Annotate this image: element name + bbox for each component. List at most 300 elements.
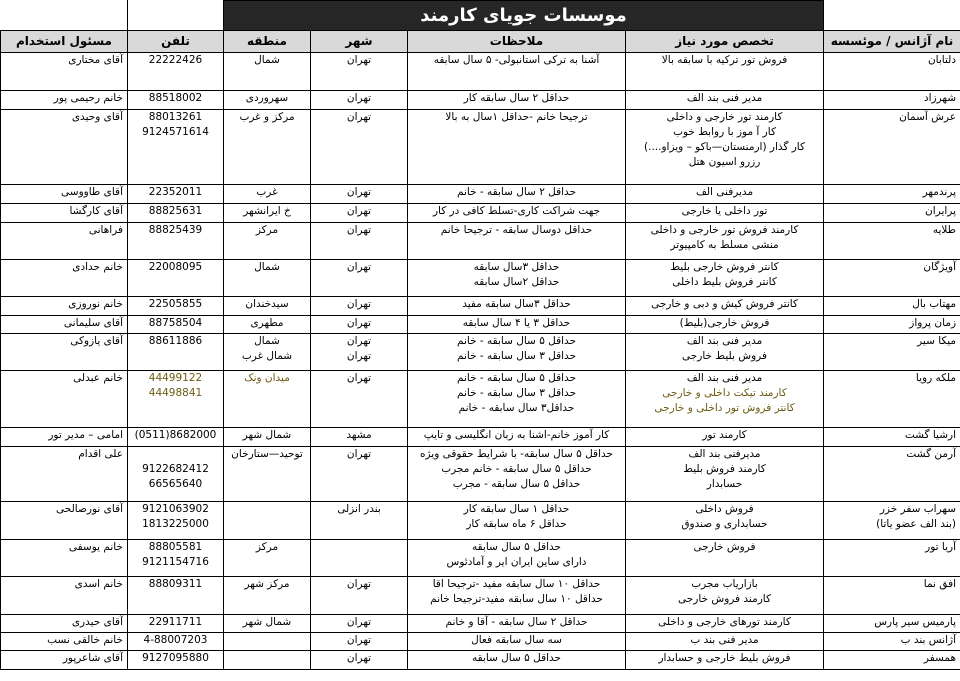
table-row: [1, 615, 960, 633]
city-cell-line: تهران: [346, 261, 372, 273]
specialty-cell: [626, 204, 824, 223]
city-cell: [311, 91, 408, 110]
specialty-cell-line: کار گذار (ارمنستان—باکو – ویزاو....): [644, 141, 805, 153]
table-row: [1, 633, 960, 651]
notes-cell-line: ترجیحا خانم -حداقل ۱سال به بالا: [445, 111, 588, 123]
agency-cell-line: افق نما: [923, 578, 957, 590]
person-cell: [1, 371, 128, 428]
specialty-cell: [626, 53, 824, 91]
city-cell: [311, 371, 408, 428]
title-blank-cell: [824, 1, 960, 31]
notes-cell: [408, 428, 626, 447]
person-cell-line: خانم رحیمی پور: [53, 92, 123, 104]
agency-cell-line: (بند الف عضو ياتا): [876, 518, 957, 530]
notes-cell: [408, 615, 626, 633]
person-cell-line: آقای وحیدی: [71, 111, 123, 123]
title-blank-cell: [1, 1, 128, 31]
region-cell: [224, 447, 311, 502]
person-cell-line: آقای شاعرپور: [62, 652, 123, 664]
agency-cell: [824, 371, 960, 428]
notes-cell-line: حداقل ۵ سال سابقه - خانم مجرب: [441, 463, 592, 475]
region-cell-line: [228, 633, 306, 648]
city-cell: [311, 428, 408, 447]
table-row: [1, 53, 960, 91]
agency-cell-line: پارمیس سیر پارس: [874, 616, 957, 628]
region-cell-line: سهروردی: [245, 92, 289, 104]
region-cell-line: توحید—ستارخان: [231, 448, 303, 460]
table-body: [1, 1, 960, 670]
notes-cell-line: حداقل ۲ سال سابقه - خانم: [456, 186, 577, 198]
person-cell: [1, 260, 128, 297]
specialty-cell-line: مدیر فنی بند ب: [690, 634, 759, 646]
phone-cell: [128, 651, 224, 670]
phone-cell: [128, 447, 224, 502]
phone-cell-line: 66565640: [148, 478, 203, 490]
agency-cell: [824, 502, 960, 540]
region-cell: [224, 185, 311, 204]
person-cell-line: علی اقدام: [78, 448, 123, 460]
city-cell-line: تهران: [346, 335, 372, 347]
notes-cell: [408, 316, 626, 334]
header-row: [1, 31, 960, 53]
person-cell: [1, 447, 128, 502]
specialty-cell: [626, 633, 824, 651]
region-cell-line: مطهری: [250, 317, 284, 329]
table-row: [1, 297, 960, 316]
city-cell: [311, 540, 408, 577]
agency-cell: [824, 615, 960, 633]
specialty-cell-line: کارمند فروش بلیط: [683, 463, 766, 475]
specialty-cell: [626, 223, 824, 260]
phone-cell-line: 88805581: [148, 541, 203, 553]
city-cell-line: بندر انزلی: [337, 503, 381, 515]
region-cell: [224, 260, 311, 297]
notes-cell-line: کار آموز خانم-اشنا به زبان انگلیسی و تایپ: [423, 429, 610, 441]
phone-cell-line: 88825439: [148, 224, 203, 236]
specialty-cell-line: حسابدار: [706, 478, 743, 490]
agency-cell: [824, 185, 960, 204]
agency-cell-line: پرایران: [925, 205, 957, 217]
phone-cell-line: 9121154716: [142, 556, 209, 568]
person-cell: [1, 651, 128, 670]
header-specialty: تخصص مورد نیاز: [626, 31, 824, 53]
person-cell-line: خانم حدادی: [72, 261, 123, 273]
phone-cell-line: 22008095: [148, 261, 203, 273]
person-cell: [1, 185, 128, 204]
person-cell: [1, 334, 128, 371]
notes-cell: [408, 334, 626, 371]
notes-cell-line: حداقل ۱۰ سال سابقه مفید-ترجیحا خانم: [430, 593, 603, 605]
notes-cell-line: حداقل ۶ ماه سابقه کار: [466, 518, 567, 530]
specialty-cell: [626, 316, 824, 334]
city-cell: [311, 633, 408, 651]
agency-cell-line: میکا سیر: [917, 335, 957, 347]
notes-cell: [408, 91, 626, 110]
notes-cell-line: حداقل ۳سال سابقه مفید: [462, 298, 571, 310]
notes-cell-line: حداقل ۳ یا ۴ سال سابقه: [462, 317, 571, 329]
agency-cell: [824, 53, 960, 91]
header-agency: نام آژانس / موئسسه: [824, 31, 960, 53]
notes-cell-line: حداقل ۲سال سابقه: [473, 276, 560, 288]
agency-cell: [824, 428, 960, 447]
city-cell: [311, 447, 408, 502]
agency-cell: [824, 633, 960, 651]
phone-cell: [128, 204, 224, 223]
agency-cell: [824, 297, 960, 316]
person-cell-line: آقای یازوکی: [70, 335, 123, 347]
header-person: مسئول استخدام: [1, 31, 128, 53]
phone-cell: [128, 53, 224, 91]
phone-cell-line: 1813225000: [142, 518, 209, 530]
city-cell-line: تهران: [346, 372, 372, 384]
region-cell: [224, 577, 311, 615]
person-cell: [1, 633, 128, 651]
phone-cell: [128, 540, 224, 577]
person-cell-line: خانم اسدی: [74, 578, 123, 590]
phone-cell-line: 88611886: [148, 335, 203, 347]
title-row: [1, 1, 960, 31]
notes-cell-line: حداقل ۵ سال سابقه: [471, 541, 562, 553]
region-cell-line: مرکز و غرب: [239, 111, 295, 123]
region-cell-line: خ ایرانشهر: [243, 205, 291, 217]
phone-cell: [128, 371, 224, 428]
notes-cell: [408, 371, 626, 428]
agency-cell: [824, 651, 960, 670]
specialty-cell-line: حسابداری و صندوق: [681, 518, 768, 530]
specialty-cell: [626, 91, 824, 110]
specialty-cell-line: فروش خارجی: [693, 541, 756, 553]
city-cell-line: تهران: [346, 652, 372, 664]
region-cell: [224, 204, 311, 223]
city-cell: [311, 223, 408, 260]
phone-cell-line: 4-88007203: [143, 634, 208, 646]
region-cell-line: سیدخندان: [245, 298, 289, 310]
specialty-cell: [626, 185, 824, 204]
region-cell-line: مرکز: [255, 541, 279, 553]
region-cell-line: غرب: [256, 186, 278, 198]
city-cell-line: تهران: [346, 92, 372, 104]
person-cell: [1, 540, 128, 577]
city-cell: [311, 502, 408, 540]
specialty-cell-line: کارمند فروش خارجی: [678, 593, 771, 605]
city-cell: [311, 651, 408, 670]
person-cell: [1, 53, 128, 91]
phone-cell-line: 88809311: [148, 578, 203, 590]
table-row: [1, 223, 960, 260]
agency-cell-line: شهرزاد: [923, 92, 957, 104]
table-row: [1, 316, 960, 334]
specialty-cell-line: رزرو اسیون هتل: [688, 156, 761, 168]
agency-cell: [824, 447, 960, 502]
notes-cell-line: آشنا به ترکی استانبولی- ۵ سال سابقه: [433, 54, 600, 66]
specialty-cell: [626, 540, 824, 577]
agency-cell-line: آرمن گشت: [906, 448, 957, 460]
specialty-cell-line: منشی مسلط به کامپیوتر: [670, 239, 779, 251]
person-cell-line: آقای مختاری: [68, 54, 123, 66]
notes-cell: [408, 633, 626, 651]
specialty-cell-line: فروش بلیط خارجی: [682, 350, 767, 362]
specialty-cell-line: فروش داخلی: [695, 503, 754, 515]
person-cell: [1, 615, 128, 633]
person-cell: [1, 577, 128, 615]
phone-cell-line: 88013261: [148, 111, 203, 123]
region-cell-line: مرکز: [255, 224, 279, 236]
city-cell-line: تهران: [346, 186, 372, 198]
region-cell-line: [228, 651, 306, 666]
person-cell: [1, 204, 128, 223]
notes-cell: [408, 260, 626, 297]
notes-cell: [408, 577, 626, 615]
region-cell: [224, 223, 311, 260]
agency-cell: [824, 204, 960, 223]
specialty-cell-line: کارمند تورهای خارجی و داخلی: [658, 616, 791, 628]
region-cell: [224, 633, 311, 651]
table-row: [1, 651, 960, 670]
notes-cell: [408, 185, 626, 204]
phone-cell-line: 9121063902: [142, 503, 209, 515]
header-city: شهر: [311, 31, 408, 53]
specialty-cell-line: کارمند تیکت داخلی و خارجی: [662, 387, 787, 399]
region-cell: [224, 334, 311, 371]
table-row: [1, 334, 960, 371]
phone-cell-line: 9124571614: [142, 126, 209, 138]
table-row: [1, 540, 960, 577]
city-cell-line: تهران: [346, 634, 372, 646]
phone-cell: [128, 110, 224, 185]
region-cell: [224, 297, 311, 316]
specialty-cell-line: کارمند فروش تور خارجی و داخلی: [650, 224, 799, 236]
specialty-cell-line: کار آ موز با روابط خوب: [673, 126, 776, 138]
notes-cell: [408, 297, 626, 316]
person-cell-line: خانم خالقی نسب: [47, 634, 123, 646]
region-cell-line: [228, 502, 306, 517]
notes-cell: [408, 204, 626, 223]
specialty-cell: [626, 447, 824, 502]
city-cell-line: تهران: [346, 448, 372, 460]
city-cell: [311, 297, 408, 316]
specialty-cell-line: مدیر فنی بند الف: [686, 372, 763, 384]
person-cell-line: خانم نوروزی: [68, 298, 123, 310]
specialty-cell-line: کانتر فروش بلیط داخلی: [672, 276, 777, 288]
specialty-cell: [626, 502, 824, 540]
agency-cell-line: پرندمهر: [922, 186, 957, 198]
specialty-cell-line: فروش تور ترکیه با سابقه بالا: [661, 54, 788, 66]
city-cell-line: تهران: [346, 54, 372, 66]
specialty-cell: [626, 334, 824, 371]
city-cell: [311, 110, 408, 185]
phone-cell-line: 9122682412: [142, 463, 209, 475]
region-cell: [224, 615, 311, 633]
city-cell: [311, 615, 408, 633]
person-cell: [1, 110, 128, 185]
specialty-cell-line: کانتر فروش خارجی بلیط: [670, 261, 779, 273]
agency-cell: [824, 110, 960, 185]
specialty-cell-line: مدیرفنی بند الف: [688, 448, 761, 460]
person-cell-line: آقای کارگشا: [69, 205, 123, 217]
person-cell-line: آقای طاووسی: [61, 186, 123, 198]
city-cell-line: تهران: [346, 111, 372, 123]
specialty-cell-line: کارمند تور خارجی و داخلی: [666, 111, 783, 123]
notes-cell-line: حداقل ۳ سال سابقه - خانم: [456, 350, 577, 362]
region-cell: [224, 651, 311, 670]
city-cell-line: تهران: [346, 616, 372, 628]
city-cell: [311, 53, 408, 91]
notes-cell-line: جهت شراکت کاری-تسلط کافی در کار: [432, 205, 601, 217]
city-cell-line: تهران: [346, 578, 372, 590]
agency-cell-line: زمان پرواز: [909, 317, 957, 329]
specialty-cell-line: فروش بلیط خارجی و حسابدار: [658, 652, 791, 664]
city-cell: [311, 204, 408, 223]
header-phone: تلفن: [128, 31, 224, 53]
agency-cell-line: ارشیا گشت: [904, 429, 957, 441]
agency-cell-line: سهراب سفر خزر: [879, 503, 957, 515]
table-row: [1, 371, 960, 428]
table-row: [1, 502, 960, 540]
specialty-cell: [626, 428, 824, 447]
specialty-cell-line: کانتر فروش تور داخلی و خارجی: [654, 402, 795, 414]
table-row: [1, 91, 960, 110]
specialty-cell: [626, 260, 824, 297]
phone-cell-line: 88518002: [148, 92, 203, 104]
region-cell-line: شمال غرب: [241, 350, 293, 362]
phone-cell: [128, 223, 224, 260]
agency-cell-line: مهتاب بال: [912, 298, 957, 310]
phone-cell: [128, 316, 224, 334]
notes-cell: [408, 223, 626, 260]
notes-cell-line: سه سال سابقه فعال: [471, 634, 562, 646]
notes-cell: [408, 651, 626, 670]
region-cell: [224, 502, 311, 540]
specialty-cell-line: مدیرفنی الف: [695, 186, 754, 198]
phone-cell-line: [132, 447, 219, 462]
phone-cell: [128, 91, 224, 110]
agency-cell: [824, 223, 960, 260]
agency-cell-line: دلتابان: [927, 54, 957, 66]
agency-cell-line: همسفر: [923, 652, 957, 664]
notes-cell-line: حداقل ۳سال سابقه: [473, 261, 560, 273]
phone-cell: [128, 297, 224, 316]
region-cell: [224, 91, 311, 110]
region-cell: [224, 53, 311, 91]
notes-cell-line: حداقل۳ سال سابقه - خانم: [458, 402, 575, 414]
city-cell-line: تهران: [346, 350, 372, 362]
specialty-cell: [626, 110, 824, 185]
table-row: [1, 260, 960, 297]
person-cell: [1, 297, 128, 316]
city-cell-line: [315, 540, 403, 555]
region-cell-line: شمال: [254, 261, 280, 273]
person-cell-line: آقای حیدری: [71, 616, 123, 628]
specialty-cell: [626, 577, 824, 615]
agency-cell: [824, 577, 960, 615]
person-cell: [1, 223, 128, 260]
city-cell-line: تهران: [346, 317, 372, 329]
region-cell: [224, 316, 311, 334]
agency-cell-line: آویژگان: [923, 261, 957, 273]
phone-cell-line: 9127095880: [142, 652, 209, 664]
phone-cell: [128, 428, 224, 447]
notes-cell-line: دارای ساین ایران ایر و آمادئوس: [446, 556, 587, 568]
table-row: [1, 577, 960, 615]
notes-cell-line: حداقل ۵ سال سابقه- با شرایط حقوقی ویژه: [420, 448, 613, 460]
phone-cell-line: 22911711: [148, 616, 203, 628]
person-cell-line: امامی – مدیر تور: [48, 429, 123, 441]
person-cell-line: خانم عبدلی: [73, 372, 123, 384]
person-cell-line: خانم یوسفی: [68, 541, 123, 553]
notes-cell: [408, 502, 626, 540]
phone-cell: [128, 633, 224, 651]
phone-cell-line: 22505855: [148, 298, 203, 310]
notes-cell: [408, 447, 626, 502]
specialty-cell: [626, 297, 824, 316]
specialty-cell-line: بازاریاب مجرب: [691, 578, 758, 590]
phone-cell-line: 44499122: [148, 372, 203, 384]
notes-cell-line: حداقل ۱۰ سال سابقه مفید -ترجیحا اقا: [432, 578, 601, 590]
specialty-cell-line: تور داخلی یا خارجی: [681, 205, 768, 217]
phone-cell: [128, 260, 224, 297]
specialty-cell-line: فروش خارجی(بلیط): [679, 317, 770, 329]
phone-cell: [128, 185, 224, 204]
notes-cell: [408, 540, 626, 577]
phone-cell: [128, 577, 224, 615]
notes-cell: [408, 110, 626, 185]
specialty-cell-line: کارمند تور: [702, 429, 747, 441]
agency-cell-line: ملکه رویا: [915, 372, 957, 384]
agency-cell: [824, 316, 960, 334]
city-cell: [311, 185, 408, 204]
agency-cell-line: عرش آسمان: [899, 111, 957, 123]
region-cell: [224, 110, 311, 185]
city-cell: [311, 260, 408, 297]
notes-cell-line: حداقل ۵ سال سابقه: [471, 652, 562, 664]
specialty-cell-line: مدیر فنی بند الف: [686, 335, 763, 347]
notes-cell-line: حداقل دوسال سابقه - ترجیحا خانم: [440, 224, 593, 236]
region-cell: [224, 371, 311, 428]
phone-cell-line: 88825631: [148, 205, 203, 217]
notes-cell-line: حداقل ۲ سال سابقه - آقا و خانم: [445, 616, 588, 628]
agency-cell: [824, 260, 960, 297]
phone-cell: [128, 502, 224, 540]
phone-cell: [128, 334, 224, 371]
header-region: منطقه: [224, 31, 311, 53]
city-cell: [311, 334, 408, 371]
phone-cell-line: 88758504: [148, 317, 203, 329]
region-cell-line: شمال شهر: [242, 429, 292, 441]
agency-cell-line: آریا تور: [925, 541, 957, 553]
agency-cell: [824, 540, 960, 577]
notes-cell-line: حداقل ۱ سال سابقه کار: [463, 503, 570, 515]
city-cell: [311, 577, 408, 615]
city-cell-line: مشهد: [346, 429, 372, 441]
region-cell-line: شمال: [254, 335, 280, 347]
region-cell: [224, 428, 311, 447]
notes-cell-line: حداقل ۳ سال سابقه - خانم: [456, 387, 577, 399]
phone-cell: [128, 615, 224, 633]
city-cell: [311, 316, 408, 334]
specialty-cell-line: مدیر فنی بند الف: [686, 92, 763, 104]
specialty-cell-line: کانتر فروش کیش و دبی و خارجی: [651, 298, 798, 310]
notes-cell-line: حداقل ۲ سال سابقه کار: [463, 92, 570, 104]
agency-cell-line: آژانس بند ب: [900, 634, 957, 646]
region-cell-line: میدان ونک: [244, 372, 290, 384]
person-cell-line: فراهانی: [88, 224, 123, 236]
table-row: [1, 447, 960, 502]
table-row: [1, 428, 960, 447]
agency-cell: [824, 91, 960, 110]
specialty-cell: [626, 615, 824, 633]
notes-cell-line: حداقل ۵ سال سابقه - خانم: [456, 372, 577, 384]
city-cell-line: تهران: [346, 205, 372, 217]
